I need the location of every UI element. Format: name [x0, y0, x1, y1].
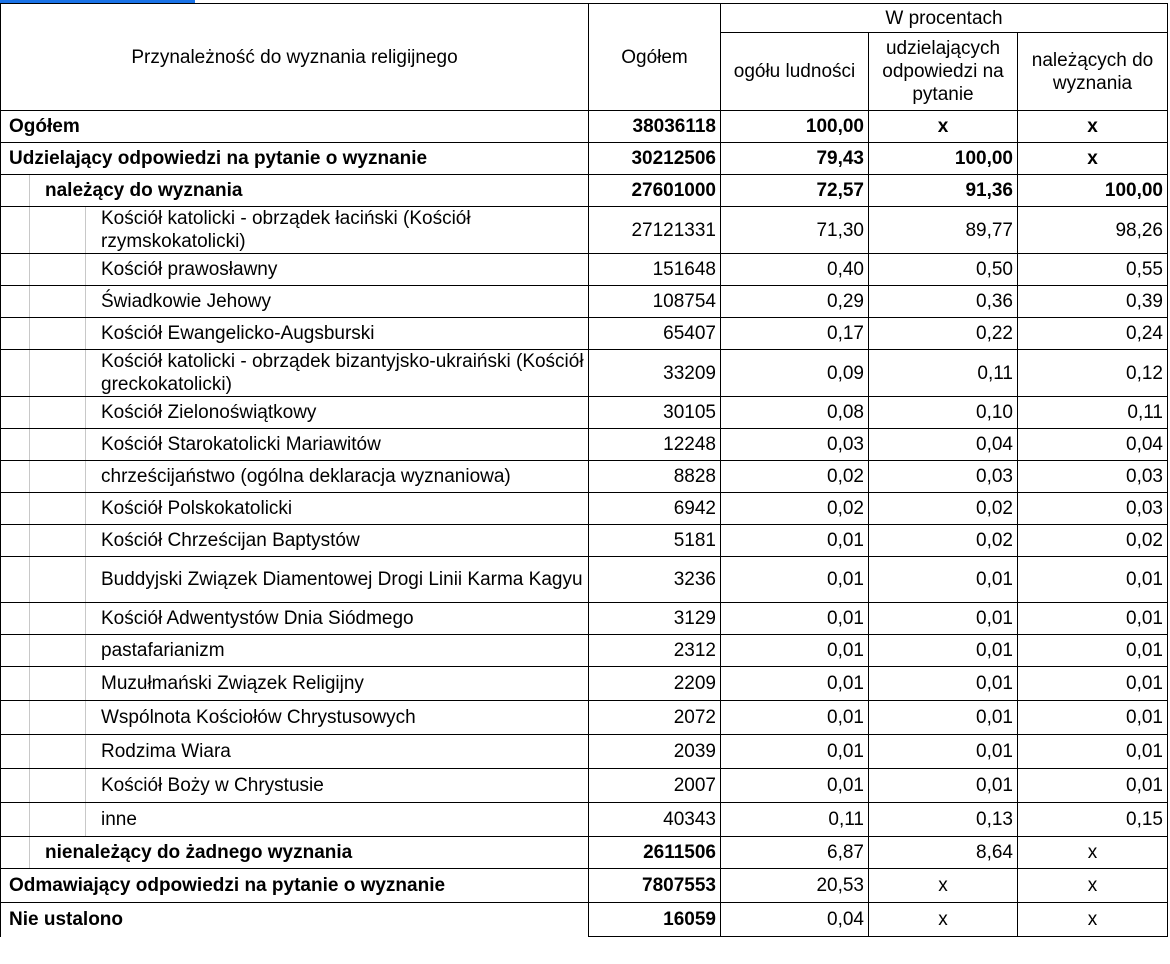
row-label: [1, 869, 589, 903]
cell-total: 151648: [589, 254, 721, 286]
cell-p3: x: [1018, 837, 1168, 869]
table-row: [1, 493, 1168, 525]
religion-table: [0, 3, 1168, 937]
indent-guide: [85, 254, 86, 285]
row-label: [1, 635, 589, 667]
row-label-text: Muzułmański Związek Religijny: [101, 673, 364, 694]
header-category: Przynależność do wyznania religijnego: [1, 4, 589, 111]
cell-total: 2007: [589, 769, 721, 803]
indent-guide: [85, 769, 86, 802]
cell-total: 27601000: [589, 175, 721, 207]
indent-guide: [85, 635, 86, 666]
row-label: [1, 286, 589, 318]
row-label: [1, 603, 589, 635]
cell-p2: 0,11: [869, 350, 1018, 397]
cell-p1: 71,30: [721, 207, 869, 254]
cell-total: 40343: [589, 803, 721, 837]
cell-p3: x: [1018, 111, 1168, 143]
cell-p3: x: [1018, 903, 1168, 937]
indent-guide: [85, 493, 86, 524]
row-label-text: Kościół Polskokatolicki: [101, 498, 293, 519]
cell-p2: 91,36: [869, 175, 1018, 207]
cell-p1: 0,01: [721, 701, 869, 735]
cell-p1: 6,87: [721, 837, 869, 869]
cell-p3: 0,24: [1018, 318, 1168, 350]
indent-guide: [85, 461, 86, 492]
table-row: [1, 557, 1168, 603]
table-row: [1, 429, 1168, 461]
indent-guide: [85, 286, 86, 317]
cell-p2: 0,22: [869, 318, 1018, 350]
cell-total: 2312: [589, 635, 721, 667]
cell-p2: 0,13: [869, 803, 1018, 837]
indent-guide: [29, 735, 30, 768]
cell-p2: 0,36: [869, 286, 1018, 318]
cell-p1: 0,01: [721, 667, 869, 701]
cell-p1: 0,04: [721, 903, 869, 937]
indent-guide: [29, 525, 30, 556]
indent-guide: [29, 603, 30, 634]
table-body: [1, 111, 1168, 937]
cell-p2: x: [869, 869, 1018, 903]
table-row: [1, 903, 1168, 937]
cell-p2: 0,04: [869, 429, 1018, 461]
row-label-text: Kościół Ewangelicko-Augsburski: [101, 323, 375, 344]
cell-total: 2039: [589, 735, 721, 769]
row-label-text: Buddyjski Związek Diamentowej Drogi Linii Karma Kagyu: [101, 569, 583, 590]
indent-guide: [85, 207, 86, 253]
row-label: [1, 667, 589, 701]
row-label-text: pastafarianizm: [101, 640, 225, 661]
cell-p3: 0,04: [1018, 429, 1168, 461]
cell-p3: 0,01: [1018, 735, 1168, 769]
cell-p3: 0,01: [1018, 635, 1168, 667]
cell-p3: 0,02: [1018, 525, 1168, 557]
cell-p3: 0,01: [1018, 701, 1168, 735]
cell-p1: 72,57: [721, 175, 869, 207]
cell-p1: 100,00: [721, 111, 869, 143]
header-total: Ogółem: [589, 4, 721, 111]
row-label: [1, 837, 589, 869]
row-label: [1, 207, 589, 254]
table-row: [1, 350, 1168, 397]
cell-p2: 0,01: [869, 701, 1018, 735]
cell-total: 2072: [589, 701, 721, 735]
cell-p2: 89,77: [869, 207, 1018, 254]
row-label: [1, 350, 589, 397]
row-label-text: Kościół Zielonoświątkowy: [101, 402, 317, 423]
table-row: [1, 397, 1168, 429]
row-label: [1, 175, 589, 207]
header-percent-group: W procentach: [721, 4, 1168, 33]
row-label-text: Kościół katolicki - obrządek łaciński (Kościół rzymskokatolicki): [101, 208, 471, 252]
cell-p1: 0,40: [721, 254, 869, 286]
cell-p1: 0,02: [721, 461, 869, 493]
cell-total: 16059: [589, 903, 721, 937]
cell-total: 33209: [589, 350, 721, 397]
row-label-text: Rodzima Wiara: [101, 741, 231, 762]
table-row: [1, 207, 1168, 254]
row-label-text: Świadkowie Jehowy: [101, 291, 272, 312]
cell-total: 7807553: [589, 869, 721, 903]
cell-p1: 0,02: [721, 493, 869, 525]
cell-p1: 0,01: [721, 769, 869, 803]
cell-total: 12248: [589, 429, 721, 461]
cell-total: 2209: [589, 667, 721, 701]
indent-guide: [85, 557, 86, 602]
indent-guide: [85, 701, 86, 734]
cell-total: 30105: [589, 397, 721, 429]
indent-guide: [29, 493, 30, 524]
cell-p2: 0,02: [869, 493, 1018, 525]
table-row: [1, 701, 1168, 735]
row-label-text: należący do wyznania: [45, 180, 243, 201]
indent-guide: [29, 429, 30, 460]
cell-p2: 0,01: [869, 735, 1018, 769]
row-label-text: Nie ustalono: [9, 909, 124, 931]
table-row: [1, 525, 1168, 557]
cell-p2: 0,02: [869, 525, 1018, 557]
cell-p3: 0,12: [1018, 350, 1168, 397]
header-pct-answering: udzielających odpowiedzi na pytanie: [869, 33, 1018, 111]
row-label-text: Kościół Starokatolicki Mariawitów: [101, 434, 381, 455]
cell-p3: 0,01: [1018, 603, 1168, 635]
cell-p3: x: [1018, 869, 1168, 903]
cell-p1: 79,43: [721, 143, 869, 175]
row-label: [1, 461, 589, 493]
row-label-text: Kościół Chrześcijan Baptystów: [101, 530, 360, 551]
row-label: [1, 803, 589, 837]
cell-p3: 0,55: [1018, 254, 1168, 286]
indent-guide: [29, 175, 30, 206]
indent-guide: [29, 667, 30, 700]
row-label-text: Wspólnota Kościołów Chrystusowych: [101, 707, 416, 728]
cell-p3: 0,39: [1018, 286, 1168, 318]
row-label: [1, 525, 589, 557]
row-label-text: Kościół Boży w Chrystusie: [101, 775, 324, 796]
indent-guide: [85, 603, 86, 634]
cell-total: 108754: [589, 286, 721, 318]
cell-p3: 0,15: [1018, 803, 1168, 837]
cell-p1: 0,17: [721, 318, 869, 350]
row-label-text: Kościół katolicki - obrządek bizantyjsko-ukraiński (Kościół greckokatolicki): [101, 351, 584, 395]
row-label: [1, 701, 589, 735]
cell-p1: 0,09: [721, 350, 869, 397]
indent-guide: [29, 318, 30, 349]
table-row: [1, 318, 1168, 350]
cell-p1: 0,01: [721, 735, 869, 769]
indent-guide: [29, 557, 30, 602]
cell-p2: x: [869, 111, 1018, 143]
cell-p1: 0,29: [721, 286, 869, 318]
cell-p3: 0,01: [1018, 557, 1168, 603]
row-label: [1, 111, 589, 143]
cell-total: 65407: [589, 318, 721, 350]
cell-p2: 0,01: [869, 557, 1018, 603]
table-row: [1, 111, 1168, 143]
row-label: [1, 254, 589, 286]
table-row: [1, 175, 1168, 207]
cell-p2: 0,01: [869, 769, 1018, 803]
row-label-text: Kościół prawosławny: [101, 259, 278, 280]
indent-guide: [85, 735, 86, 768]
cell-total: 8828: [589, 461, 721, 493]
cell-p2: 0,01: [869, 603, 1018, 635]
cell-total: 2611506: [589, 837, 721, 869]
table-row: [1, 286, 1168, 318]
cell-p2: 0,01: [869, 635, 1018, 667]
indent-guide: [29, 635, 30, 666]
cell-total: 5181: [589, 525, 721, 557]
indent-guide: [29, 397, 30, 428]
cell-p2: 0,03: [869, 461, 1018, 493]
cell-total: 3129: [589, 603, 721, 635]
cell-p3: 0,01: [1018, 667, 1168, 701]
indent-guide: [85, 667, 86, 700]
cell-p2: 0,10: [869, 397, 1018, 429]
indent-guide: [85, 397, 86, 428]
row-label: [1, 429, 589, 461]
indent-guide: [29, 207, 30, 253]
cell-p3: 100,00: [1018, 175, 1168, 207]
cell-p2: x: [869, 903, 1018, 937]
row-label-text: chrześcijaństwo (ogólna deklaracja wyznaniowa): [101, 466, 511, 487]
cell-p1: 0,08: [721, 397, 869, 429]
header-pct-members: należących do wyznania: [1018, 33, 1168, 111]
table-row: [1, 635, 1168, 667]
row-label: [1, 397, 589, 429]
cell-p3: 0,03: [1018, 461, 1168, 493]
cell-p2: 8,64: [869, 837, 1018, 869]
row-label: [1, 493, 589, 525]
table-row: [1, 603, 1168, 635]
table-row: [1, 254, 1168, 286]
cell-p2: 0,01: [869, 667, 1018, 701]
cell-total: 27121331: [589, 207, 721, 254]
cell-p1: 0,01: [721, 603, 869, 635]
cell-p3: x: [1018, 143, 1168, 175]
table-row: [1, 869, 1168, 903]
cell-p3: 0,11: [1018, 397, 1168, 429]
cell-p3: 98,26: [1018, 207, 1168, 254]
cell-p2: 100,00: [869, 143, 1018, 175]
row-label-text: Udzielający odpowiedzi na pytanie o wyznanie: [9, 148, 428, 169]
indent-guide: [85, 429, 86, 460]
row-label-text: inne: [101, 809, 137, 830]
row-label: [1, 143, 589, 175]
indent-guide: [85, 318, 86, 349]
row-label: [1, 557, 589, 603]
cell-p1: 0,01: [721, 557, 869, 603]
row-label: [1, 735, 589, 769]
cell-p3: 0,03: [1018, 493, 1168, 525]
indent-guide: [29, 461, 30, 492]
indent-guide: [29, 837, 30, 868]
indent-guide: [85, 803, 86, 836]
table-row: [1, 461, 1168, 493]
table-row: [1, 803, 1168, 837]
cell-total: 3236: [589, 557, 721, 603]
row-label-text: Ogółem: [9, 116, 80, 137]
indent-guide: [29, 350, 30, 396]
indent-guide: [29, 769, 30, 802]
cell-total: 6942: [589, 493, 721, 525]
table-row: [1, 667, 1168, 701]
indent-guide: [29, 803, 30, 836]
row-label-text: Kościół Adwentystów Dnia Siódmego: [101, 608, 414, 629]
cell-p1: 0,11: [721, 803, 869, 837]
cell-p1: 0,01: [721, 525, 869, 557]
row-label: [1, 318, 589, 350]
cell-p1: 0,01: [721, 635, 869, 667]
cell-p1: 0,03: [721, 429, 869, 461]
cell-p1: 20,53: [721, 869, 869, 903]
cell-p3: 0,01: [1018, 769, 1168, 803]
indent-guide: [29, 701, 30, 734]
indent-guide: [29, 286, 30, 317]
row-label-text: Odmawiający odpowiedzi na pytanie o wyznanie: [9, 875, 446, 896]
cell-p2: 0,50: [869, 254, 1018, 286]
row-label: [1, 903, 589, 937]
indent-guide: [85, 525, 86, 556]
table-row: [1, 735, 1168, 769]
table-row: [1, 769, 1168, 803]
cell-total: 30212506: [589, 143, 721, 175]
indent-guide: [29, 254, 30, 285]
cell-total: 38036118: [589, 111, 721, 143]
indent-guide: [85, 350, 86, 396]
header-pct-population: ogółu ludności: [721, 33, 869, 111]
row-label-text: nienależący do żadnego wyznania: [45, 842, 353, 863]
row-label: [1, 769, 589, 803]
table-row: [1, 837, 1168, 869]
table-row: [1, 143, 1168, 175]
